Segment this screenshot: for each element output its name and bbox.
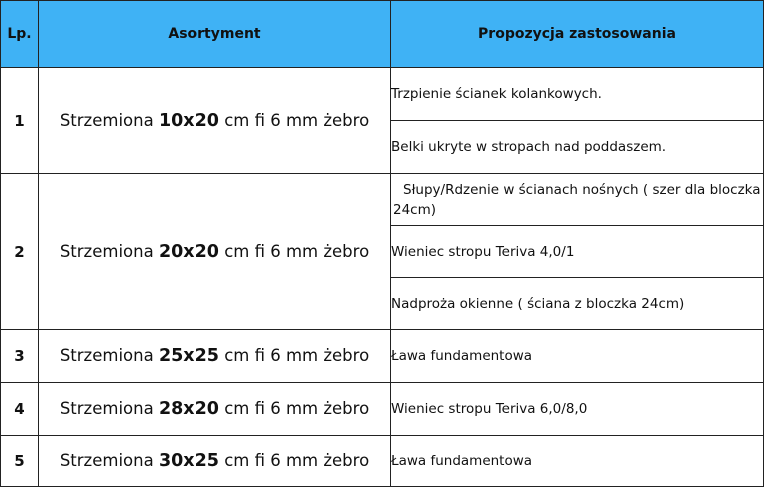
product-size: 20x20 bbox=[158, 241, 219, 262]
header-asortyment: Asortyment bbox=[39, 1, 391, 68]
table-row bbox=[1, 436, 764, 487]
row-number: 3 bbox=[1, 330, 39, 383]
row-number: 1 bbox=[1, 68, 39, 174]
row-number: 2 bbox=[1, 174, 39, 330]
row-number: 5 bbox=[1, 436, 39, 487]
product-suffix: cm fi 6 mm żebro bbox=[224, 110, 370, 130]
header-lp: Lp. bbox=[1, 1, 39, 68]
product-prefix: Strzemiona bbox=[59, 241, 154, 261]
row-number: 4 bbox=[1, 383, 39, 436]
use-cell: Wieniec stropu Teriva 4,0/1 bbox=[391, 226, 764, 278]
product-prefix: Strzemiona bbox=[59, 399, 154, 418]
product-suffix: cm fi 6 mm żebro bbox=[224, 346, 370, 365]
table-row bbox=[1, 383, 764, 436]
header-propozycja: Propozycja zastosowania bbox=[391, 1, 764, 68]
product-suffix: cm fi 6 mm żebro bbox=[224, 399, 370, 418]
table-row bbox=[1, 68, 764, 121]
product-name bbox=[39, 174, 391, 330]
product-name bbox=[39, 330, 391, 383]
product-name bbox=[39, 383, 391, 436]
use-cell: Nadproża okienne ( ściana z bloczka 24cm) bbox=[391, 278, 764, 330]
product-size: 30x25 bbox=[158, 451, 219, 471]
product-size: 10x20 bbox=[158, 110, 219, 131]
product-name bbox=[39, 68, 391, 174]
header-row bbox=[1, 1, 764, 68]
product-suffix: cm fi 6 mm żebro bbox=[224, 241, 370, 261]
table-row bbox=[1, 174, 764, 226]
use-cell: Belki ukryte w stropach nad poddaszem. bbox=[391, 121, 764, 174]
use-cell: Trzpienie ścianek kolankowych. bbox=[391, 68, 764, 121]
table-row bbox=[1, 330, 764, 383]
use-cell: Wieniec stropu Teriva 6,0/8,0 bbox=[391, 383, 764, 436]
use-cell: Słupy/Rdzenie w ścianach nośnych ( szer dla bloczka 24cm) bbox=[391, 174, 764, 226]
product-size: 25x25 bbox=[158, 346, 219, 366]
product-size: 28x20 bbox=[158, 399, 219, 419]
use-cell: Ława fundamentowa bbox=[391, 330, 764, 383]
product-suffix: cm fi 6 mm żebro bbox=[224, 451, 370, 470]
product-prefix: Strzemiona bbox=[59, 451, 154, 470]
use-cell: Ława fundamentowa bbox=[391, 436, 764, 487]
product-prefix: Strzemiona bbox=[59, 346, 154, 365]
product-name bbox=[39, 436, 391, 487]
product-prefix: Strzemiona bbox=[59, 110, 154, 130]
